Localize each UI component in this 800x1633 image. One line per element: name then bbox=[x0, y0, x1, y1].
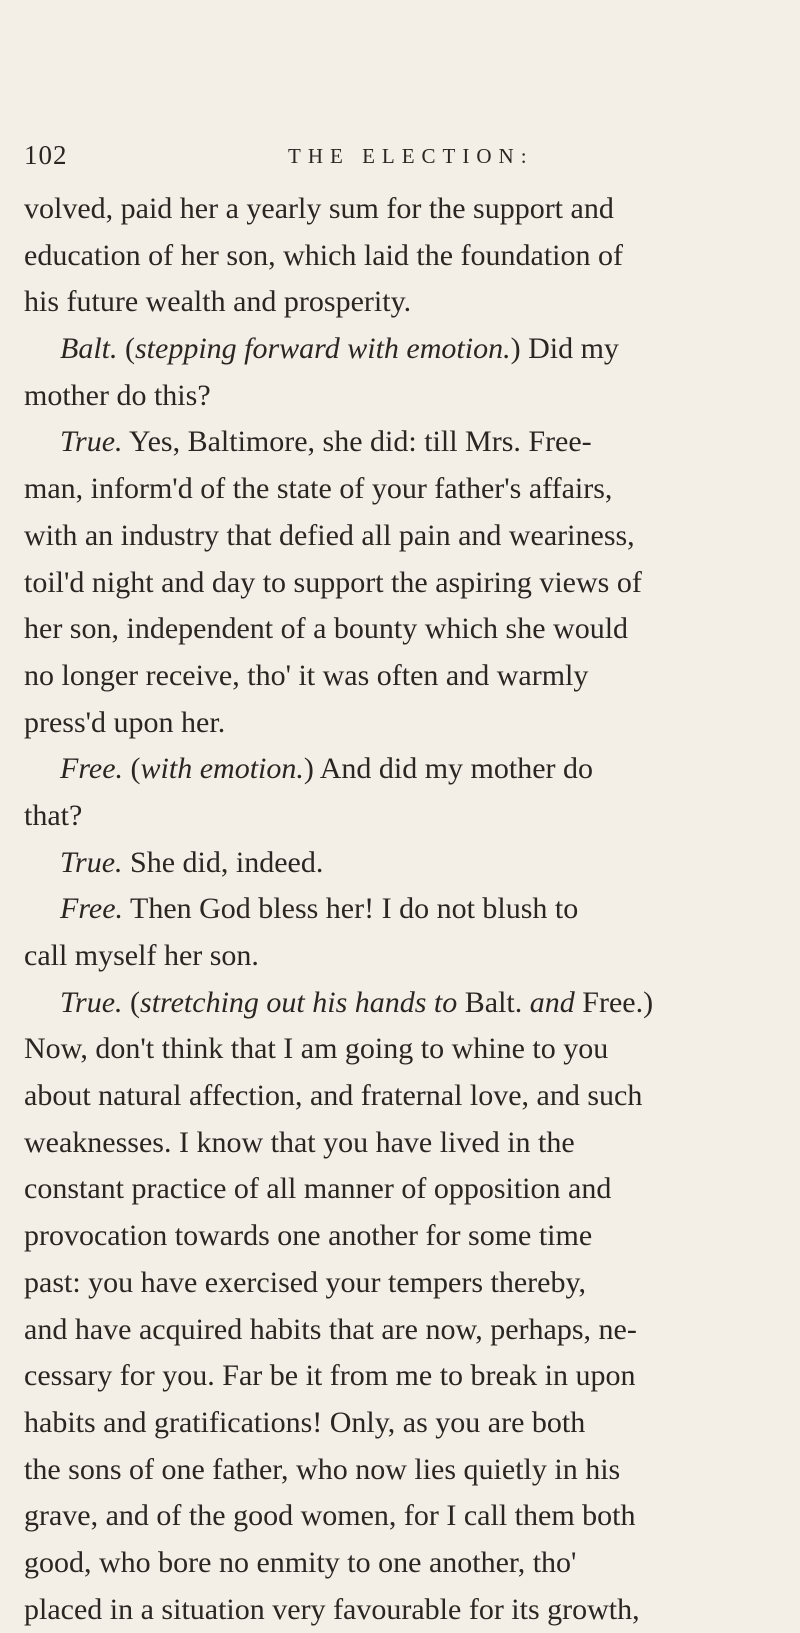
line-text: no longer receive, tho' it was often and warmly bbox=[24, 658, 589, 692]
text-line bbox=[24, 1307, 772, 1354]
text-line bbox=[24, 1120, 772, 1167]
line-text: Then God bless her! I do not blush to bbox=[123, 892, 579, 926]
text-line bbox=[24, 1540, 772, 1587]
running-head: THE ELECTION: bbox=[288, 144, 534, 168]
text-line bbox=[24, 1260, 772, 1307]
line-text: grave, and of the good women, for I call them both bbox=[24, 1499, 636, 1533]
line-text: She did, indeed. bbox=[122, 845, 324, 879]
speaker-name: Balt. bbox=[60, 332, 118, 366]
stage-direction: with emotion. bbox=[140, 752, 304, 786]
line-text: call myself her son. bbox=[24, 939, 259, 972]
line-text: habits and gratifications! Only, as you are both bbox=[24, 1405, 586, 1439]
line-text: Now, don't think that I am going to whine to you bbox=[24, 1032, 609, 1066]
stage-direction: stretching out his hands to bbox=[140, 985, 458, 1019]
text-line bbox=[24, 933, 772, 980]
line-text: provocation towards one another for some time bbox=[24, 1219, 593, 1253]
text-line bbox=[24, 1493, 772, 1540]
text-line bbox=[24, 980, 772, 1027]
line-text: constant practice of all manner of opposition and bbox=[24, 1172, 612, 1206]
speaker-name: True. bbox=[60, 425, 123, 459]
line-text: that? bbox=[24, 798, 83, 832]
text-line bbox=[24, 793, 772, 840]
text-line bbox=[24, 1447, 772, 1494]
text-line bbox=[24, 1026, 772, 1073]
text-line bbox=[24, 1587, 772, 1633]
text-line bbox=[24, 513, 772, 560]
line-text: ( bbox=[123, 752, 141, 786]
line-text: ) Did my bbox=[510, 332, 619, 366]
text-line bbox=[24, 606, 772, 653]
text-line bbox=[24, 1400, 772, 1447]
line-text: ) And did my mother do bbox=[303, 752, 594, 786]
line-text: mother do this? bbox=[24, 378, 211, 412]
speaker-name: Free. bbox=[60, 892, 124, 926]
speaker-name: True. bbox=[60, 985, 123, 1019]
stage-direction: and bbox=[529, 985, 575, 1019]
line-text: volved, paid her a yearly sum for the support and bbox=[24, 192, 614, 225]
page-number: 102 bbox=[24, 140, 68, 170]
text-line bbox=[24, 746, 772, 793]
line-text: his future wealth and prosperity. bbox=[24, 285, 412, 319]
text-line bbox=[24, 1166, 772, 1213]
text-body bbox=[24, 186, 772, 1633]
text-line bbox=[24, 1353, 772, 1400]
text-line bbox=[24, 466, 772, 513]
line-text: placed in a situation very favourable for its growth, bbox=[24, 1592, 640, 1626]
line-text: ( bbox=[117, 332, 135, 366]
line-text: the sons of one father, who now lies quietly in his bbox=[24, 1452, 621, 1486]
text-line bbox=[24, 233, 772, 280]
stage-direction: stepping forward with emotion. bbox=[135, 332, 511, 366]
text-line bbox=[24, 326, 772, 373]
line-text: good, who bore no enmity to one another, tho' bbox=[24, 1545, 577, 1579]
text-line bbox=[24, 700, 772, 747]
page-header bbox=[24, 140, 764, 180]
line-text: Yes, Baltimore, she did: till Mrs. Free- bbox=[122, 425, 592, 459]
text-line bbox=[24, 653, 772, 700]
line-text: with an industry that defied all pain and weariness, bbox=[24, 518, 635, 552]
text-line bbox=[24, 373, 772, 420]
line-text: and have acquired habits that are now, perhaps, ne- bbox=[24, 1312, 637, 1346]
text-line bbox=[24, 1213, 772, 1260]
line-text: her son, independent of a bounty which she would bbox=[24, 612, 629, 646]
line-text: ( bbox=[122, 985, 141, 1019]
line-text: Free.) bbox=[574, 985, 654, 1019]
line-text: weaknesses. I know that you have lived in the bbox=[24, 1125, 575, 1159]
speaker-name: Free. bbox=[60, 752, 124, 786]
line-text: about natural affection, and fraternal love, and such bbox=[24, 1079, 643, 1113]
text-line bbox=[24, 279, 772, 326]
speaker-name: True. bbox=[60, 845, 123, 879]
line-text: past: you have exercised your tempers thereby, bbox=[24, 1265, 587, 1299]
line-text: press'd upon her. bbox=[24, 705, 226, 739]
text-line bbox=[24, 840, 772, 887]
text-line bbox=[24, 186, 772, 233]
text-line bbox=[24, 1073, 772, 1120]
text-line bbox=[24, 886, 772, 933]
line-text: man, inform'd of the state of your father's affairs, bbox=[24, 472, 613, 506]
line-text: education of her son, which laid the foundation of bbox=[24, 238, 624, 272]
line-text: toil'd night and day to support the aspiring views of bbox=[24, 565, 642, 599]
line-text: cessary for you. Far be it from me to break in upon bbox=[24, 1359, 636, 1393]
text-line bbox=[24, 419, 772, 466]
line-text: Balt. bbox=[457, 985, 530, 1019]
text-line bbox=[24, 560, 772, 607]
